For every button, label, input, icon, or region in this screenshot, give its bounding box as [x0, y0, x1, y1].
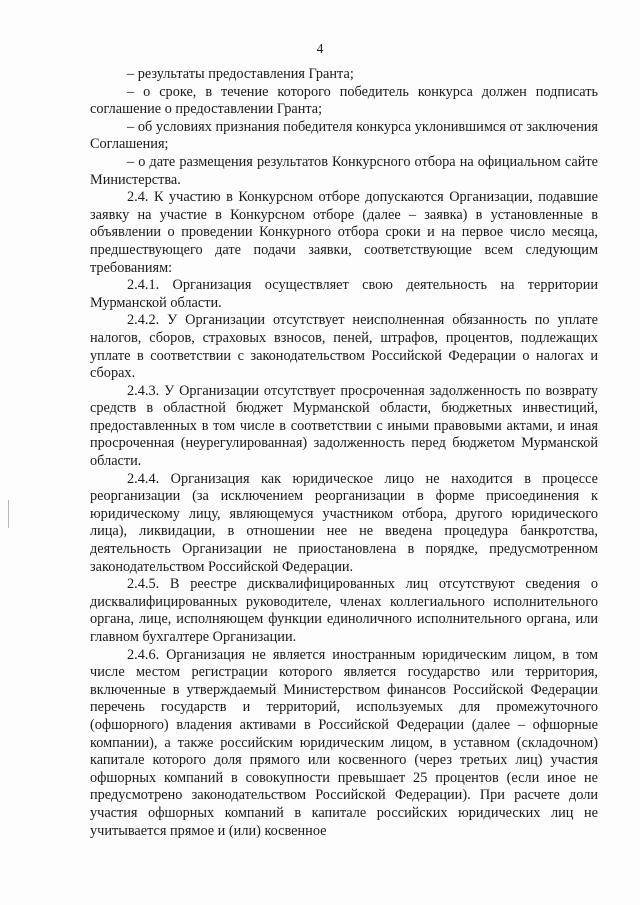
paragraph-2-4-4: 2.4.4. Организация как юридическое лицо не находится в процессе реорганизации (за исключением реорганизации в форме присоединения к юридическому лицу, являющемуся участником отбора, другого юридического лица), ликвидации, в отношении нее не введена процедура банкротства, деятельность Организации не приостановлена в порядке, предусмотренном законодательством Российской Федерации.: [90, 470, 598, 575]
scan-margin-mark: [8, 500, 9, 528]
paragraph-2-4: 2.4. К участию в Конкурсном отборе допускаются Организации, подавшие заявку на участие в Конкурсном отборе (далее – заявка) в установленные в объявлении о проведении Конкурного отбора сроки и на первое число месяца, предшествующего дате подачи заявки, соответствующие всем следующим требованиям:: [90, 189, 598, 276]
paragraph-2-4-1: 2.4.1. Организация осуществляет свою деятельность на территории Мурманской области.: [90, 277, 598, 311]
page-number: 4: [316, 41, 324, 56]
paragraph-2-4-6: 2.4.6. Организация не является иностранным юридическим лицом, в том числе местом регистрации которого является государство или территория, включенные в утверждаемый Министерством финансов Российской Федерации перечень государств и территорий, используемых для промежуточного (офшорного) владения активами в Российской Федерации (далее – офшорные компании), а также российским юридическим лицом, в уставном (складочном) капитале которого доля прямого или косвенного (через третьих лиц) участия офшорных компаний в совокупности превышает 25 процентов (если иное не предусмотрено законодательством Российской Федерации). При расчете доли участия офшорных компаний в капитале российских юридических лиц не учитывается прямое и (или) косвенное: [90, 646, 598, 839]
paragraph-results-publication: – о дате размещения результатов Конкурсного отбора на официальном сайте Министерства.: [90, 153, 598, 188]
paragraph-grant-results: – результаты предоставления Гранта;: [127, 66, 354, 82]
paragraph-2-4-5: 2.4.5. В реестре дисквалифицированных лиц отсутствуют сведения о дисквалифицированных руководителе, членах коллегиального исполнительного органа, лице, исполняющем функции единоличного исполнительного органа, или главном бухгалтере Организации.: [90, 576, 598, 645]
document-body: [90, 66, 598, 840]
paragraph-signing-deadline: – о сроке, в течение которого победитель конкурса должен подписать соглашение о предоставлении Гранта;: [90, 83, 598, 118]
paragraph-2-4-3: 2.4.3. У Организации отсутствует просроченная задолженность по возврату средств в областной бюджет Мурманской области, бюджетных инвестиций, предоставленных в том числе в соответствии с иными правовыми актами, и иная просроченная (неурегулированная) задолженность перед бюджетом Мурманской области.: [90, 382, 598, 470]
paragraph-2-4-2: 2.4.2. У Организации отсутствует неисполненная обязанность по уплате налогов, сборов, страховых взносов, пеней, штрафов, процентов, подлежащих уплате в соответствии с законодательством Российской Федерации о налогах и сборах.: [90, 312, 598, 382]
paragraph-evasion-conditions: – об условиях признания победителя конкурса уклонившимся от заключения Соглашения;: [90, 118, 598, 153]
